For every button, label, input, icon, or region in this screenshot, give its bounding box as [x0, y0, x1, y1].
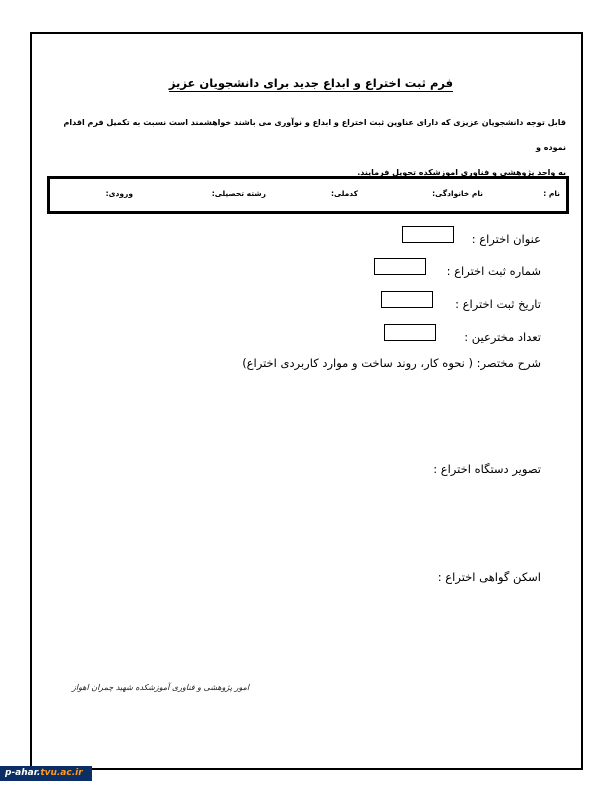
- watermark-prefix: p-ahar.: [5, 768, 41, 778]
- device-image-label: تصویر دستگاه اختراع :: [433, 462, 541, 476]
- source-watermark: [0, 766, 92, 781]
- footer-note: امور پژوهشی و فناوری آموزشکده شهید چمران اهواز: [72, 683, 250, 692]
- national-code-label: کدملی:: [331, 189, 358, 198]
- form-title-text: فرم ثبت اختراع و ابداع جدید برای دانشجویان عزیز: [168, 76, 454, 90]
- summary-label: شرح مختصر: ( نحوه کار، روند ساخت و موارد کاربردی اختراع): [242, 356, 541, 370]
- intro-line-1: قابل توجه دانشجویان عزیزی که دارای عناوین ثبت اختراع و ابداع و نوآوری می باشند خواهشمند است نسبت به تکمیل فرم اقدام نموده و: [63, 118, 566, 152]
- registration-date-label: تاریخ ثبت اختراع :: [455, 297, 541, 311]
- form-title: [0, 76, 612, 92]
- intro-line-2: به واحد پژوهشی و فناوری اموزشکده تحویل فرمایند.: [357, 168, 566, 177]
- inventor-count-field[interactable]: [384, 324, 436, 341]
- watermark-accent: tvu.ac.ir: [40, 768, 83, 778]
- entry-year-label: ورودی:: [105, 189, 133, 198]
- registration-number-label: شماره ثبت اختراع :: [446, 264, 541, 278]
- intro-paragraph: [56, 110, 566, 185]
- invention-title-label: عنوان اختراع :: [471, 232, 541, 246]
- registration-date-field[interactable]: [381, 291, 433, 308]
- field-of-study-label: رشته تحصیلی:: [211, 189, 266, 198]
- registration-number-field[interactable]: [374, 258, 426, 275]
- certificate-scan-label: اسکن گواهی اختراع :: [437, 570, 541, 584]
- student-info-box: [47, 176, 569, 214]
- family-name-label: نام خانوادگی:: [432, 189, 483, 198]
- invention-title-field[interactable]: [402, 226, 454, 243]
- inventor-count-label: تعداد مخترعین :: [464, 330, 541, 344]
- name-label: نام :: [543, 189, 560, 198]
